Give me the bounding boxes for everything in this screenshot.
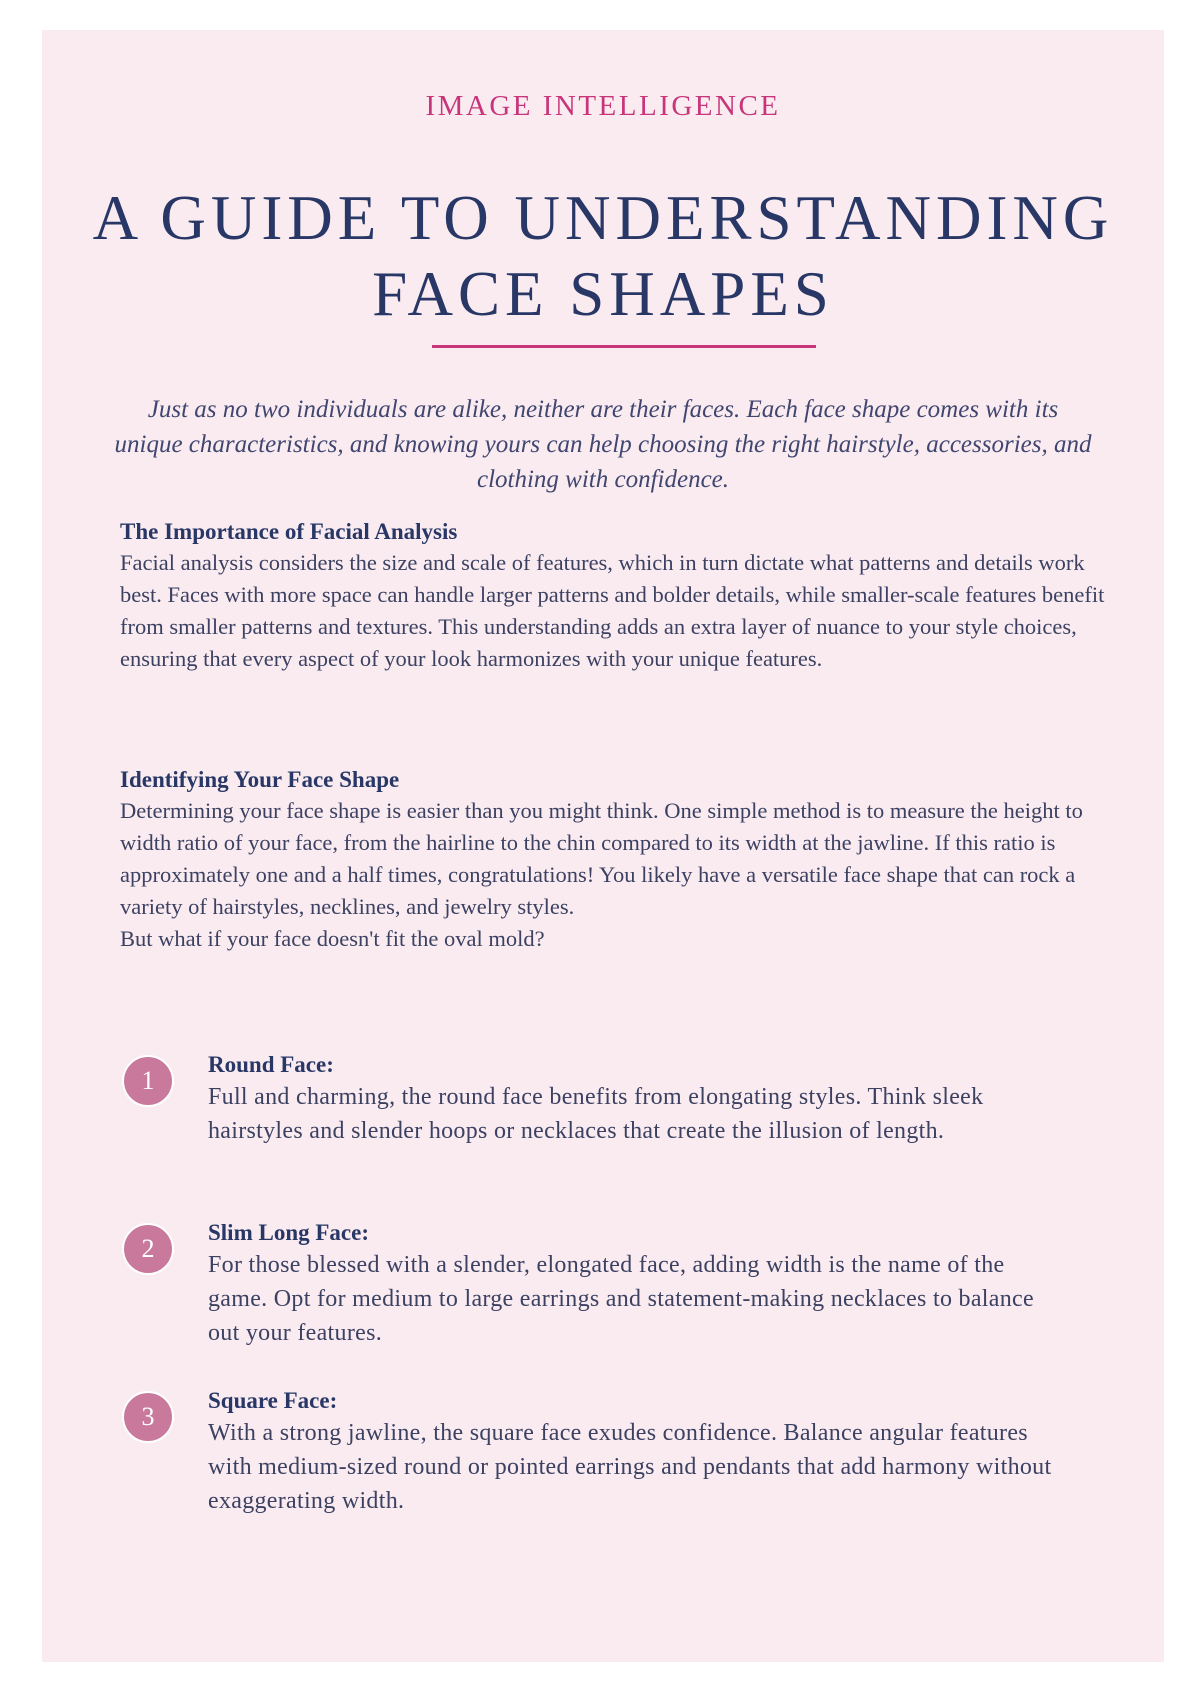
number-badge: 3 [122,1391,174,1443]
title-line-2: FACE SHAPES [372,259,834,329]
section-heading: Identifying Your Face Shape [120,767,400,792]
list-item-square-face [122,1386,1082,1554]
document-page [42,30,1164,1662]
page-title [82,180,1124,332]
intro-paragraph: Just as no two individuals are alike, neither are their faces. Each face shape comes with its unique characteristics, and knowing yours can help choosing the right hairstyle, accessories, and clothing with confidence. [114,396,1092,493]
title-line-1: A GUIDE TO UNDERSTANDING [92,183,1114,253]
list-item-text: Full and charming, the round face benefits from elongating styles. Think sleek hairstyles and slender hoops or necklaces that create the illusion of length. [208,1084,984,1144]
section-heading: The Importance of Facial Analysis [120,519,458,544]
list-item-title: Slim Long Face: [208,1220,369,1245]
face-shape-list [122,1050,1082,1554]
list-item-body [208,1386,1068,1518]
list-item-round-face [122,1050,1082,1218]
list-item-body [208,1050,1068,1148]
list-item-slim-long-face [122,1218,1082,1386]
list-item-title: Round Face: [208,1052,334,1077]
section-identifying-face-shape [120,765,1120,955]
number-badge: 1 [122,1055,174,1107]
section-body-followup: But what if your face doesn't fit the oval mold? [120,926,545,951]
list-item-title: Square Face: [208,1388,338,1413]
section-body: Facial analysis considers the size and scale of features, which in turn dictate what patterns and details work best. Faces with more space can handle larger patterns and bolder details, while smaller-scale features benefit from smaller patterns and textures. This understanding adds an extra layer of nuance to your style choices, ensuring that every aspect of your look harmonizes with your unique features. [120,550,1105,671]
title-divider [432,345,816,348]
list-item-body [208,1218,1068,1350]
list-item-text: With a strong jawline, the square face exudes confidence. Balance angular features with medium-sized round or pointed earrings and pendants that add harmony without exaggerating width. [208,1420,1052,1514]
section-body: Determining your face shape is easier than you might think. One simple method is to measure the height to width ratio of your face, from the hairline to the chin compared to its width at the jawline. If this ratio is approximately one and a half times, congratulations! You likely have a versatile face shape that can rock a variety of hairstyles, necklines, and jewelry styles. [120,798,1083,919]
number-badge: 2 [122,1223,174,1275]
list-item-text: For those blessed with a slender, elongated face, adding width is the name of the game. Opt for medium to large earrings and statement-making necklaces to balance out your features. [208,1252,1034,1346]
brand-name: IMAGE INTELLIGENCE [425,90,781,122]
section-facial-analysis [120,517,1120,675]
